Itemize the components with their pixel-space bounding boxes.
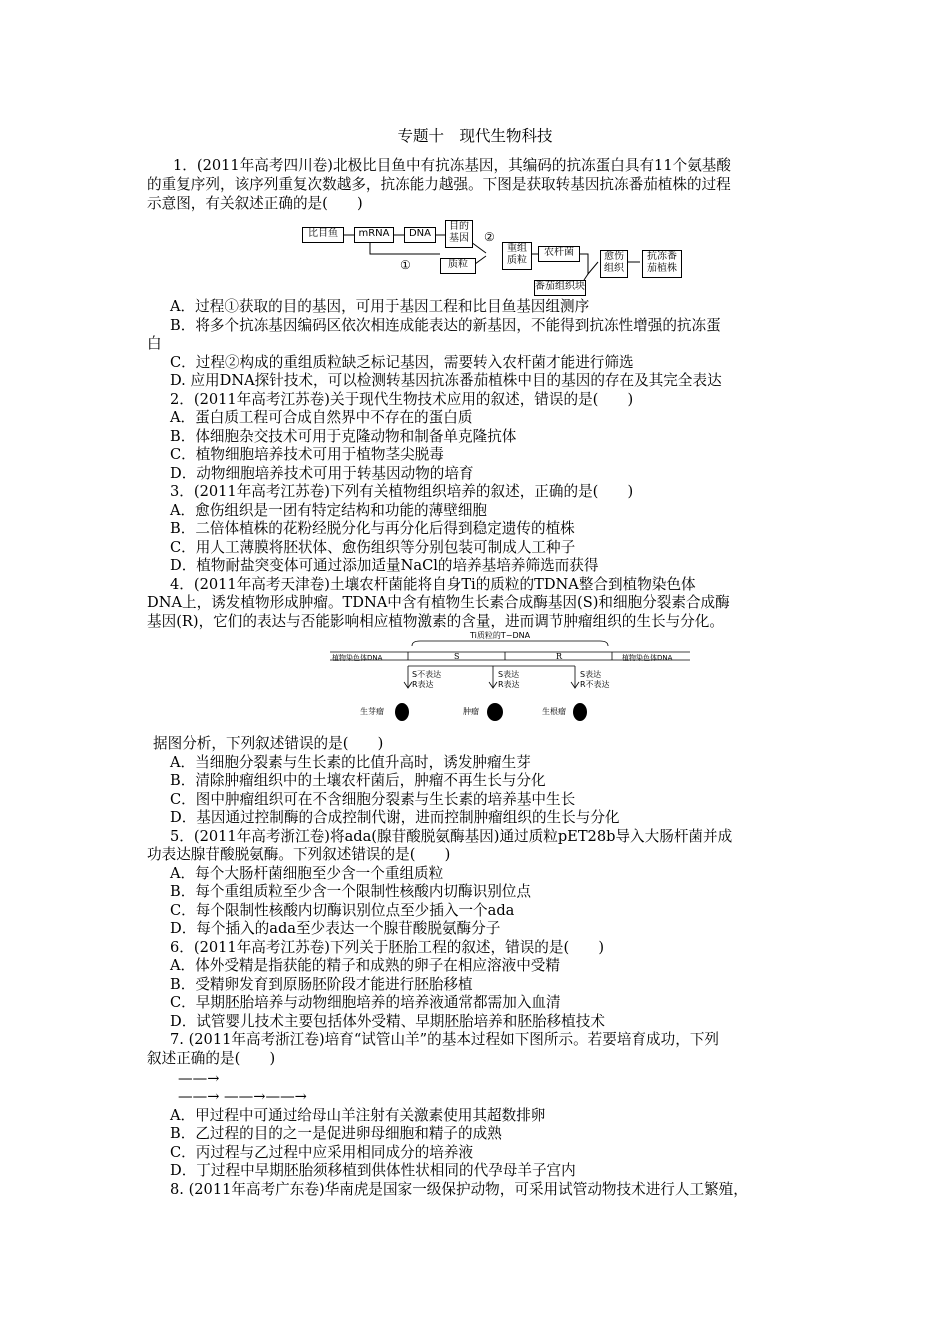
text-line: C．丙过程与乙过程中应采用相同成分的培养液	[170, 1144, 474, 1161]
box-plasmid: 质粒	[440, 258, 476, 274]
case-3-label: S表达 R不表达	[580, 670, 610, 689]
text-line: C．植物细胞培养技术可用于植物茎尖脱毒	[170, 446, 444, 463]
case-2-label: S表达 R表达	[498, 670, 520, 689]
text-line: D．动物细胞培养技术可用于转基因动物的培育	[170, 465, 474, 482]
box-antifreeze-tomato: 抗冻番茄植株	[642, 250, 682, 278]
text-line: C．用人工薄膜将胚状体、愈伤组织等分别包装可制成人工种子	[170, 539, 576, 556]
tumor-bud-label: 生芽瘤	[360, 707, 384, 716]
gene-r: R	[556, 652, 563, 661]
case-1-label: S不表达 R表达	[412, 670, 442, 689]
text-line: D．每个插入的ada至少表达一个腺苷酸脱氨酶分子	[170, 920, 501, 937]
text-line: D．植物耐盐突变体可通过添加适量NaCl的培养基培养筛选而获得	[170, 557, 599, 574]
text-line: B．受精卵发育到原肠胚阶段才能进行胚胎移植	[170, 976, 473, 993]
text-line: A．愈伤组织是一团有特定结构和功能的薄壁细胞	[170, 502, 488, 519]
text-line: 4．(2011年高考天津卷)土壤农杆菌能将自身Ti的质粒的TDNA整合到植物染色体	[170, 576, 696, 593]
text-line: DNA上，诱发植物形成肿瘤。TDNA中含有植物生长素合成酶基因(S)和细胞分裂素合成酶	[147, 594, 730, 611]
text-line: 叙述正确的是( )	[147, 1050, 276, 1067]
box-flounder: 比目鱼	[302, 227, 344, 243]
text-line: A．体外受精是指获能的精子和成熟的卵子在相应溶液中受精	[170, 957, 560, 974]
text-line: C．每个限制性核酸内切酶识别位点至少插入一个ada	[170, 902, 515, 919]
arrow-line: ——→ ——→——→	[178, 1088, 307, 1105]
text-line: 示意图，有关叙述正确的是( )	[147, 195, 363, 212]
text-line: D．丁过程中早期胚胎须移植到供体性状相同的代孕母羊子宫内	[170, 1162, 576, 1179]
text-line: 的重复序列，该序列重复次数越多，抗冻能力越强。下图是获取转基因抗冻番茄植株的过程	[147, 176, 731, 193]
text-line: 7. (2011年高考浙江卷)培育“试管山羊”的基本过程如下图所示。若要培育成功，下列	[170, 1031, 720, 1048]
tumor-label: 肿瘤	[463, 707, 479, 716]
box-mrna: mRNA	[354, 227, 394, 243]
text-line: B．体细胞杂交技术可用于克隆动物和制备单克隆抗体	[170, 428, 517, 445]
text-line: B．清除肿瘤组织中的土壤农杆菌后，肿瘤不再生长与分化	[170, 772, 546, 789]
text-line: C．图中肿瘤组织可在不含细胞分裂素与生长素的培养基中生长	[170, 791, 576, 808]
text-line: D. 应用DNA探针技术，可以检测转基因抗冻番茄植株中目的基因的存在及其完全表达	[170, 372, 722, 389]
box-agrobacterium: 农杆菌	[538, 246, 580, 262]
step-1-label: ①	[400, 258, 411, 272]
text-line: 2．(2011年高考江苏卷)关于现代生物技术应用的叙述，错误的是( )	[170, 391, 634, 408]
text-line: A．每个大肠杆菌细胞至少含一个重组质粒	[170, 865, 444, 882]
box-tomato-tissue: 番茄组织块	[534, 280, 586, 296]
text-line: 功表达腺苷酸脱氨酶。下列叙述错误的是( )	[147, 846, 451, 863]
text-line: 3．(2011年高考江苏卷)下列有关植物组织培养的叙述，正确的是( )	[170, 483, 634, 500]
text-line: 白	[147, 335, 162, 352]
chromosome-label-right: 植物染色体DNA	[622, 654, 673, 662]
text-line: 5．(2011年高考浙江卷)将ada(腺苷酸脱氨酶基因)通过质粒pET28b导入大肠杆菌并成	[170, 828, 733, 845]
text-line: D．基因通过控制酶的合成控制代谢，进而控制肿瘤组织的生长与分化	[170, 809, 620, 826]
step-2-label: ②	[484, 230, 495, 244]
text-line: A．蛋白质工程可合成自然界中不存在的蛋白质	[170, 409, 473, 426]
box-dna: DNA	[404, 227, 436, 243]
tdna-title: Ti质粒的T−DNA	[470, 631, 531, 640]
text-line: 据图分析，下列叙述错误的是( )	[153, 735, 384, 752]
tumor-root-label: 生根瘤	[542, 707, 566, 716]
text-line: 基因(R)，它们的表达与否能影响相应植物激素的含量，进而调节肿瘤组织的生长与分化。	[147, 613, 724, 630]
text-line: 1．(2011年高考四川卷)北极比目鱼中有抗冻基因，其编码的抗冻蛋白具有11个氨基酸	[173, 157, 731, 174]
text-line: A．甲过程中可通过给母山羊注射有关激素使用其超数排卵	[170, 1107, 546, 1124]
text-line: A．当细胞分裂素与生长素的比值升高时，诱发肿瘤生芽	[170, 754, 531, 771]
figure-antifreeze-tomato	[300, 218, 686, 298]
box-recombinant-plasmid: 重组质粒	[502, 242, 532, 270]
text-line: D．试管婴儿技术主要包括体外受精、早期胚胎培养和胚胎移植技术	[170, 1013, 605, 1030]
box-target-gene: 目的基因	[445, 220, 473, 248]
text-line: C．过程②构成的重组质粒缺乏标记基因，需要转入农杆菌才能进行筛选	[170, 354, 634, 371]
text-line: B．将多个抗冻基因编码区依次相连成能表达的新基因，不能得到抗冻性增强的抗冻蛋	[170, 317, 721, 334]
box-callus: 愈伤组织	[600, 250, 628, 278]
text-line: 8. (2011年高考广东卷)华南虎是国家一级保护动物，可采用试管动物技术进行人工繁殖，	[170, 1181, 748, 1198]
gene-s: S	[454, 652, 460, 661]
chromosome-label-left: 植物染色体DNA	[332, 654, 383, 662]
text-line: C．早期胚胎培养与动物细胞培养的培养液通常都需加入血清	[170, 994, 561, 1011]
text-line: B．每个重组质粒至少含一个限制性核酸内切酶识别位点	[170, 883, 531, 900]
text-line: 6．(2011年高考江苏卷)下列关于胚胎工程的叙述，错误的是( )	[170, 939, 605, 956]
figure-ti-plasmid	[330, 630, 690, 725]
text-line: A．过程①获取的目的基因，可用于基因工程和比目鱼基因组测序	[170, 298, 590, 315]
text-line: B．二倍体植株的花粉经脱分化与再分化后得到稳定遗传的植株	[170, 520, 575, 537]
page-title: 专题十 现代生物科技	[397, 127, 553, 145]
arrow-line: ——→	[178, 1070, 220, 1087]
text-line: B．乙过程的目的之一是促进卵母细胞和精子的成熟	[170, 1125, 502, 1142]
